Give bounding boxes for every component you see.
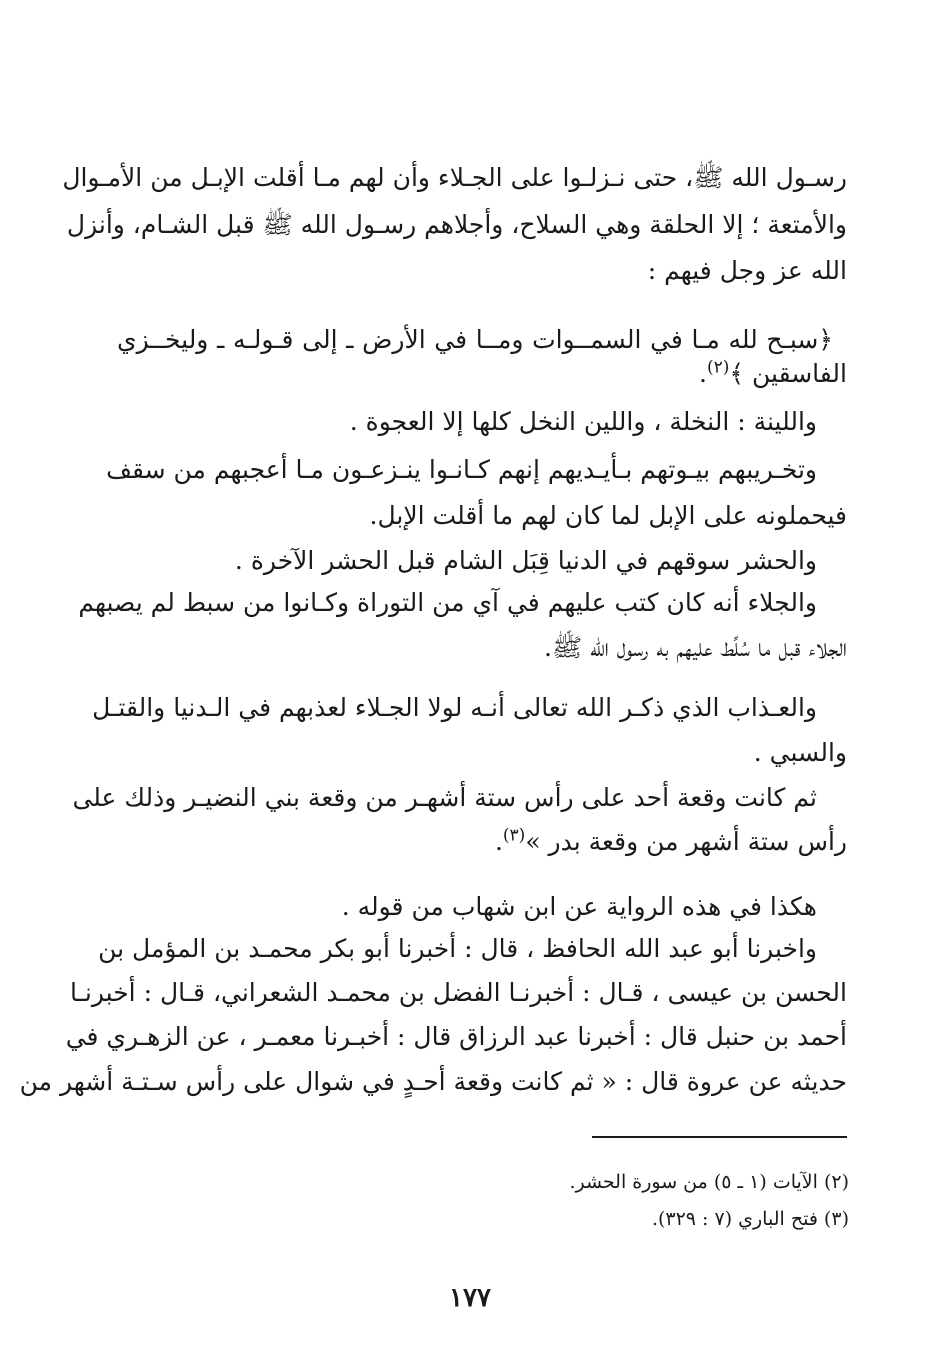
text-line-6: واللينة : النخلة ، واللين النخل كلها إلا العجوة . <box>349 407 817 436</box>
text-line-19: أحمد بن حنبل قال : أخبرنا عبد الرزاق قال : أخبـرنا معمـر ، عن الزهـري في <box>65 1022 847 1051</box>
quran-quote-line-1: ﴿سبـح لله مـا في السمــوات ومــا في الأرض ـ إلى قـولـه ـ وليخــزي <box>117 325 833 354</box>
text-line-8: فيحملونه على الإبل لما كان لهم ما أقلت الإبل. <box>369 501 847 530</box>
text-line-1: رسـول الله ﷺ، حتى نـزلـوا على الجـلاء وأن لهم مـا أقلت الإبـل من الأمـوال <box>62 163 847 192</box>
page-number: ١٧٧ <box>449 1283 491 1313</box>
footnote-separator <box>592 1136 847 1138</box>
footnote-ref-2: (٢) <box>706 357 730 378</box>
text-line-15 <box>117 822 847 862</box>
footnote-ref-3: (٣) <box>502 825 526 846</box>
line-end-punct: . <box>699 359 707 388</box>
quran-quote-line-2 <box>117 354 847 394</box>
quran-quote-end: الفاسقين ﴾ <box>729 359 847 388</box>
text-line-20: حديثه عن عروة قال : « ثم كانت وقعة أحـدٍ في شوال على رأس سـتـة أشهر من <box>19 1067 847 1096</box>
text-line-15-body: رأس ستة أشهر من وقعة بدر » <box>525 827 847 856</box>
text-line-13: والسبي . <box>753 738 847 767</box>
text-line-18: الحسن بن عيسى ، قـال : أخبرنـا الفضل بن محمـد الشعراني، قـال : أخبرنـا <box>69 978 847 1007</box>
text-line-16: هكذا في هذه الرواية عن ابن شهاب من قوله . <box>341 892 817 921</box>
text-line-9: والحشر سوقهم في الدنيا قِبَل الشام قبل الحشر الآخرة . <box>234 546 817 575</box>
footnote-2: (٢) الآيات (١ ـ ٥) من سورة الحشر. <box>569 1171 849 1193</box>
text-line-14: ثم كانت وقعة أحد على رأس ستة أشهـر من وقعة بني النضيـر وذلك على <box>72 783 817 812</box>
line-end-punct: . <box>494 827 503 856</box>
text-line-2: والأمتعة ؛ إلا الحلقة وهي السلاح، وأجلاهم رسـول الله ﷺ قبل الشـام، وأنزل <box>66 210 847 239</box>
footnote-3: (٣) فتح الباري (٧ : ٣٢٩). <box>651 1208 849 1230</box>
text-line-17: واخبرنا أبو عبد الله الحافظ ، قال : أخبرنا أبو بكر محمـد بن المؤمل بن <box>98 934 817 963</box>
text-line-10: والجلاء أنه كان كتب عليهم في آي من التوراة وكـانوا من سبط لم يصبهم <box>78 588 817 617</box>
text-line-12: والعـذاب الذي ذكـر الله تعالى أنـه لولا الجـلاء لعذبهم في الـدنيا والقتـل <box>92 693 817 722</box>
text-line-7: وتخـريبهم بيـوتهم بـأيـديهم إنهم كـانـوا ينـزعـون مـا أعجبهم من سقف <box>106 455 817 484</box>
text-line-3: الله عز وجل فيهم : <box>647 256 847 285</box>
text-line-11: الجلاء قبل ما سُلِّط عليهم به رسول الله ﷺ. <box>544 633 847 662</box>
